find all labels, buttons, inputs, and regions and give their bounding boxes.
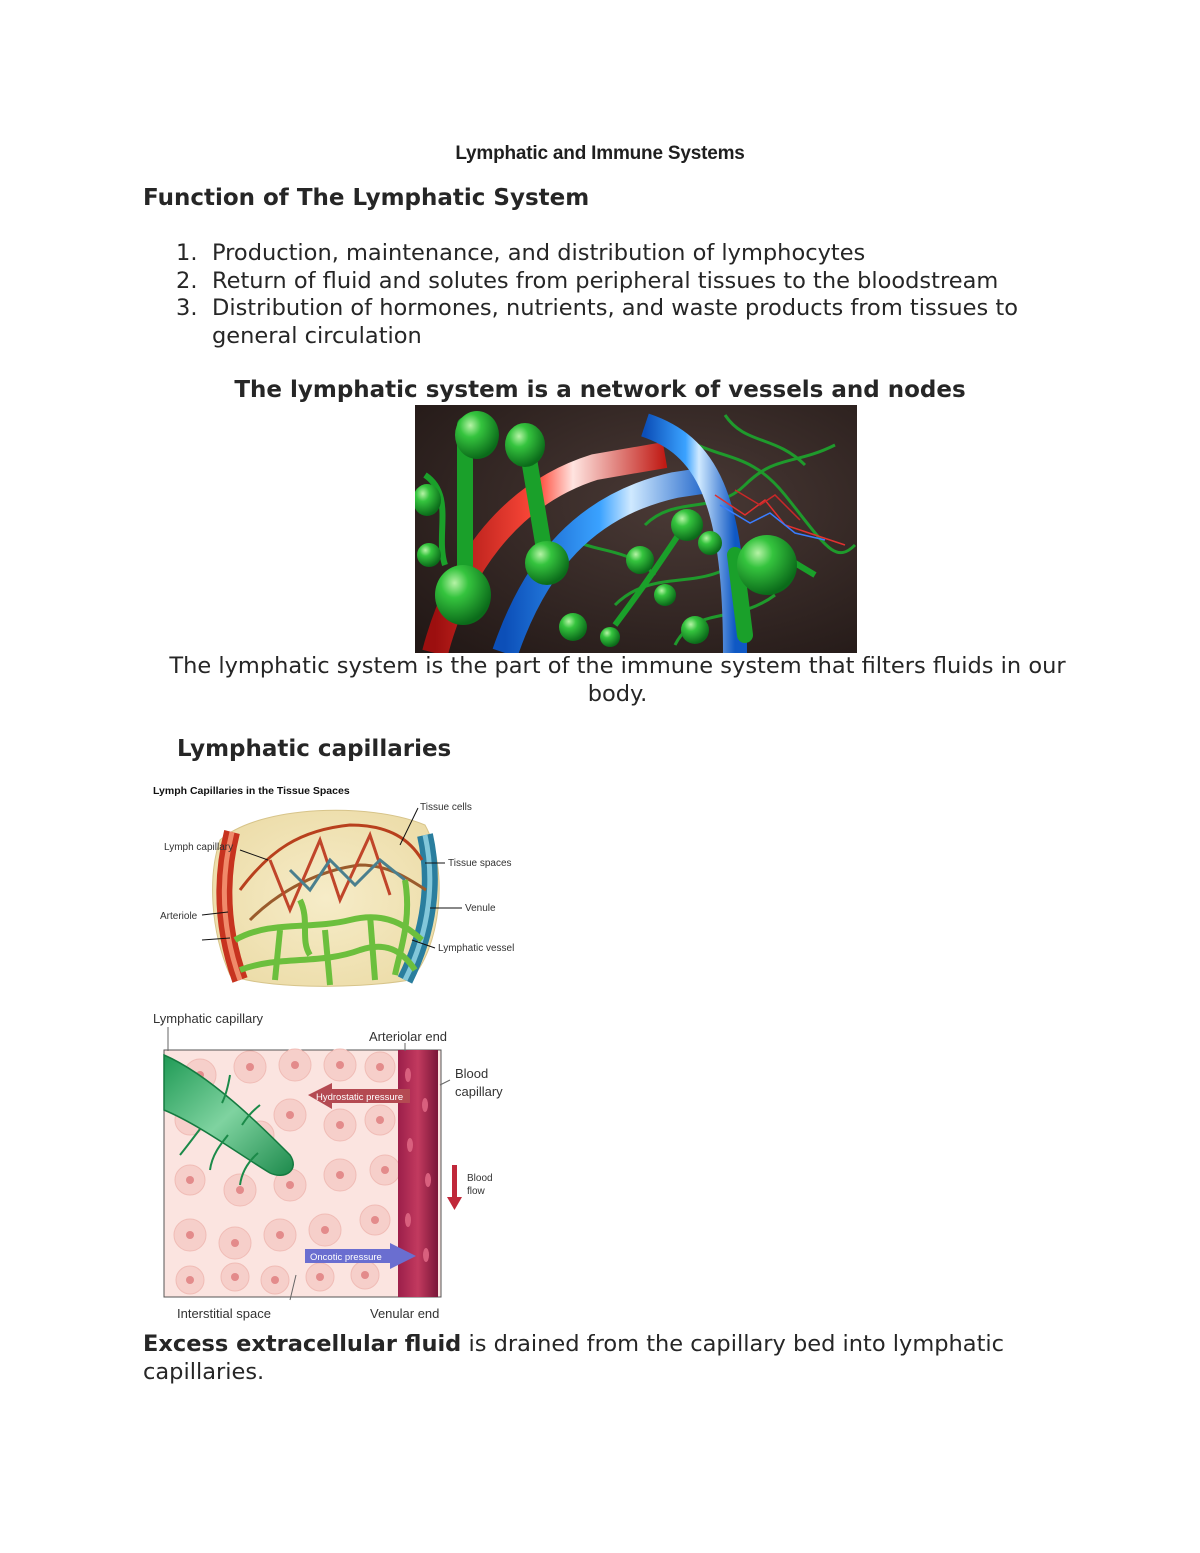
- document-title: Lymphatic and Immune Systems: [455, 143, 745, 164]
- label-venular-end: Venular end: [370, 1306, 440, 1321]
- label-lymphatic-capillary: Lymphatic capillary: [153, 1011, 264, 1026]
- label-interstitial-space: Interstitial space: [177, 1306, 271, 1321]
- label-venule: Venule: [465, 903, 496, 914]
- label-blood-flow-1: Blood: [467, 1173, 493, 1184]
- summary-paragraph: [143, 1330, 1083, 1386]
- label-blood-flow-2: flow: [467, 1186, 485, 1197]
- label-lymph-capillary: Lymph capillary: [164, 842, 234, 853]
- summary-bold-text: Excess extracellular fluid: [143, 1331, 462, 1357]
- summary-text: is drained from the capillary bed into lymphatic capillaries.: [143, 1331, 1005, 1385]
- list-item: [143, 240, 1083, 268]
- tissue-capillaries-figure: [150, 780, 520, 990]
- list-text: Production, maintenance, and distribution of lymphocytes: [212, 240, 866, 266]
- label-oncotic-pressure: Oncotic pressure: [310, 1252, 382, 1263]
- label-arteriolar-end: Arteriolar end: [369, 1029, 448, 1044]
- figure-title: Lymph Capillaries in the Tissue Spaces: [153, 785, 350, 797]
- functions-list: [143, 240, 1083, 350]
- label-tissue-cells: Tissue cells: [420, 802, 472, 813]
- section-heading: Function of The Lymphatic System: [143, 185, 590, 211]
- label-tissue-spaces: Tissue spaces: [448, 858, 512, 869]
- list-text: Distribution of hormones, nutrients, and waste products from tissues to general circulation: [212, 295, 1018, 349]
- capillaries-heading: Lymphatic capillaries: [177, 736, 452, 762]
- label-blood-capillary-2: capillary: [455, 1084, 503, 1099]
- label-hydrostatic-pressure: Hydrostatic pressure: [316, 1092, 404, 1103]
- list-item: [143, 295, 1083, 350]
- lymphatic-network-image: [415, 405, 857, 653]
- list-item: [143, 268, 1083, 296]
- list-number: 2.: [176, 267, 198, 294]
- label-arteriole: Arteriole: [160, 911, 198, 922]
- list-number: 3.: [176, 295, 198, 321]
- network-heading: The lymphatic system is a network of vessels and nodes: [234, 377, 966, 403]
- label-blood-capillary-1: Blood: [455, 1066, 489, 1081]
- capillary-pressure-figure: [150, 1005, 520, 1325]
- label-lymphatic-vessel: Lymphatic vessel: [438, 943, 515, 954]
- list-number: 1.: [176, 240, 198, 266]
- network-caption: The lymphatic system is the part of the immune system that filters fluids in our body.: [169, 653, 1066, 707]
- list-text: Return of fluid and solutes from peripheral tissues to the bloodstream: [212, 267, 999, 294]
